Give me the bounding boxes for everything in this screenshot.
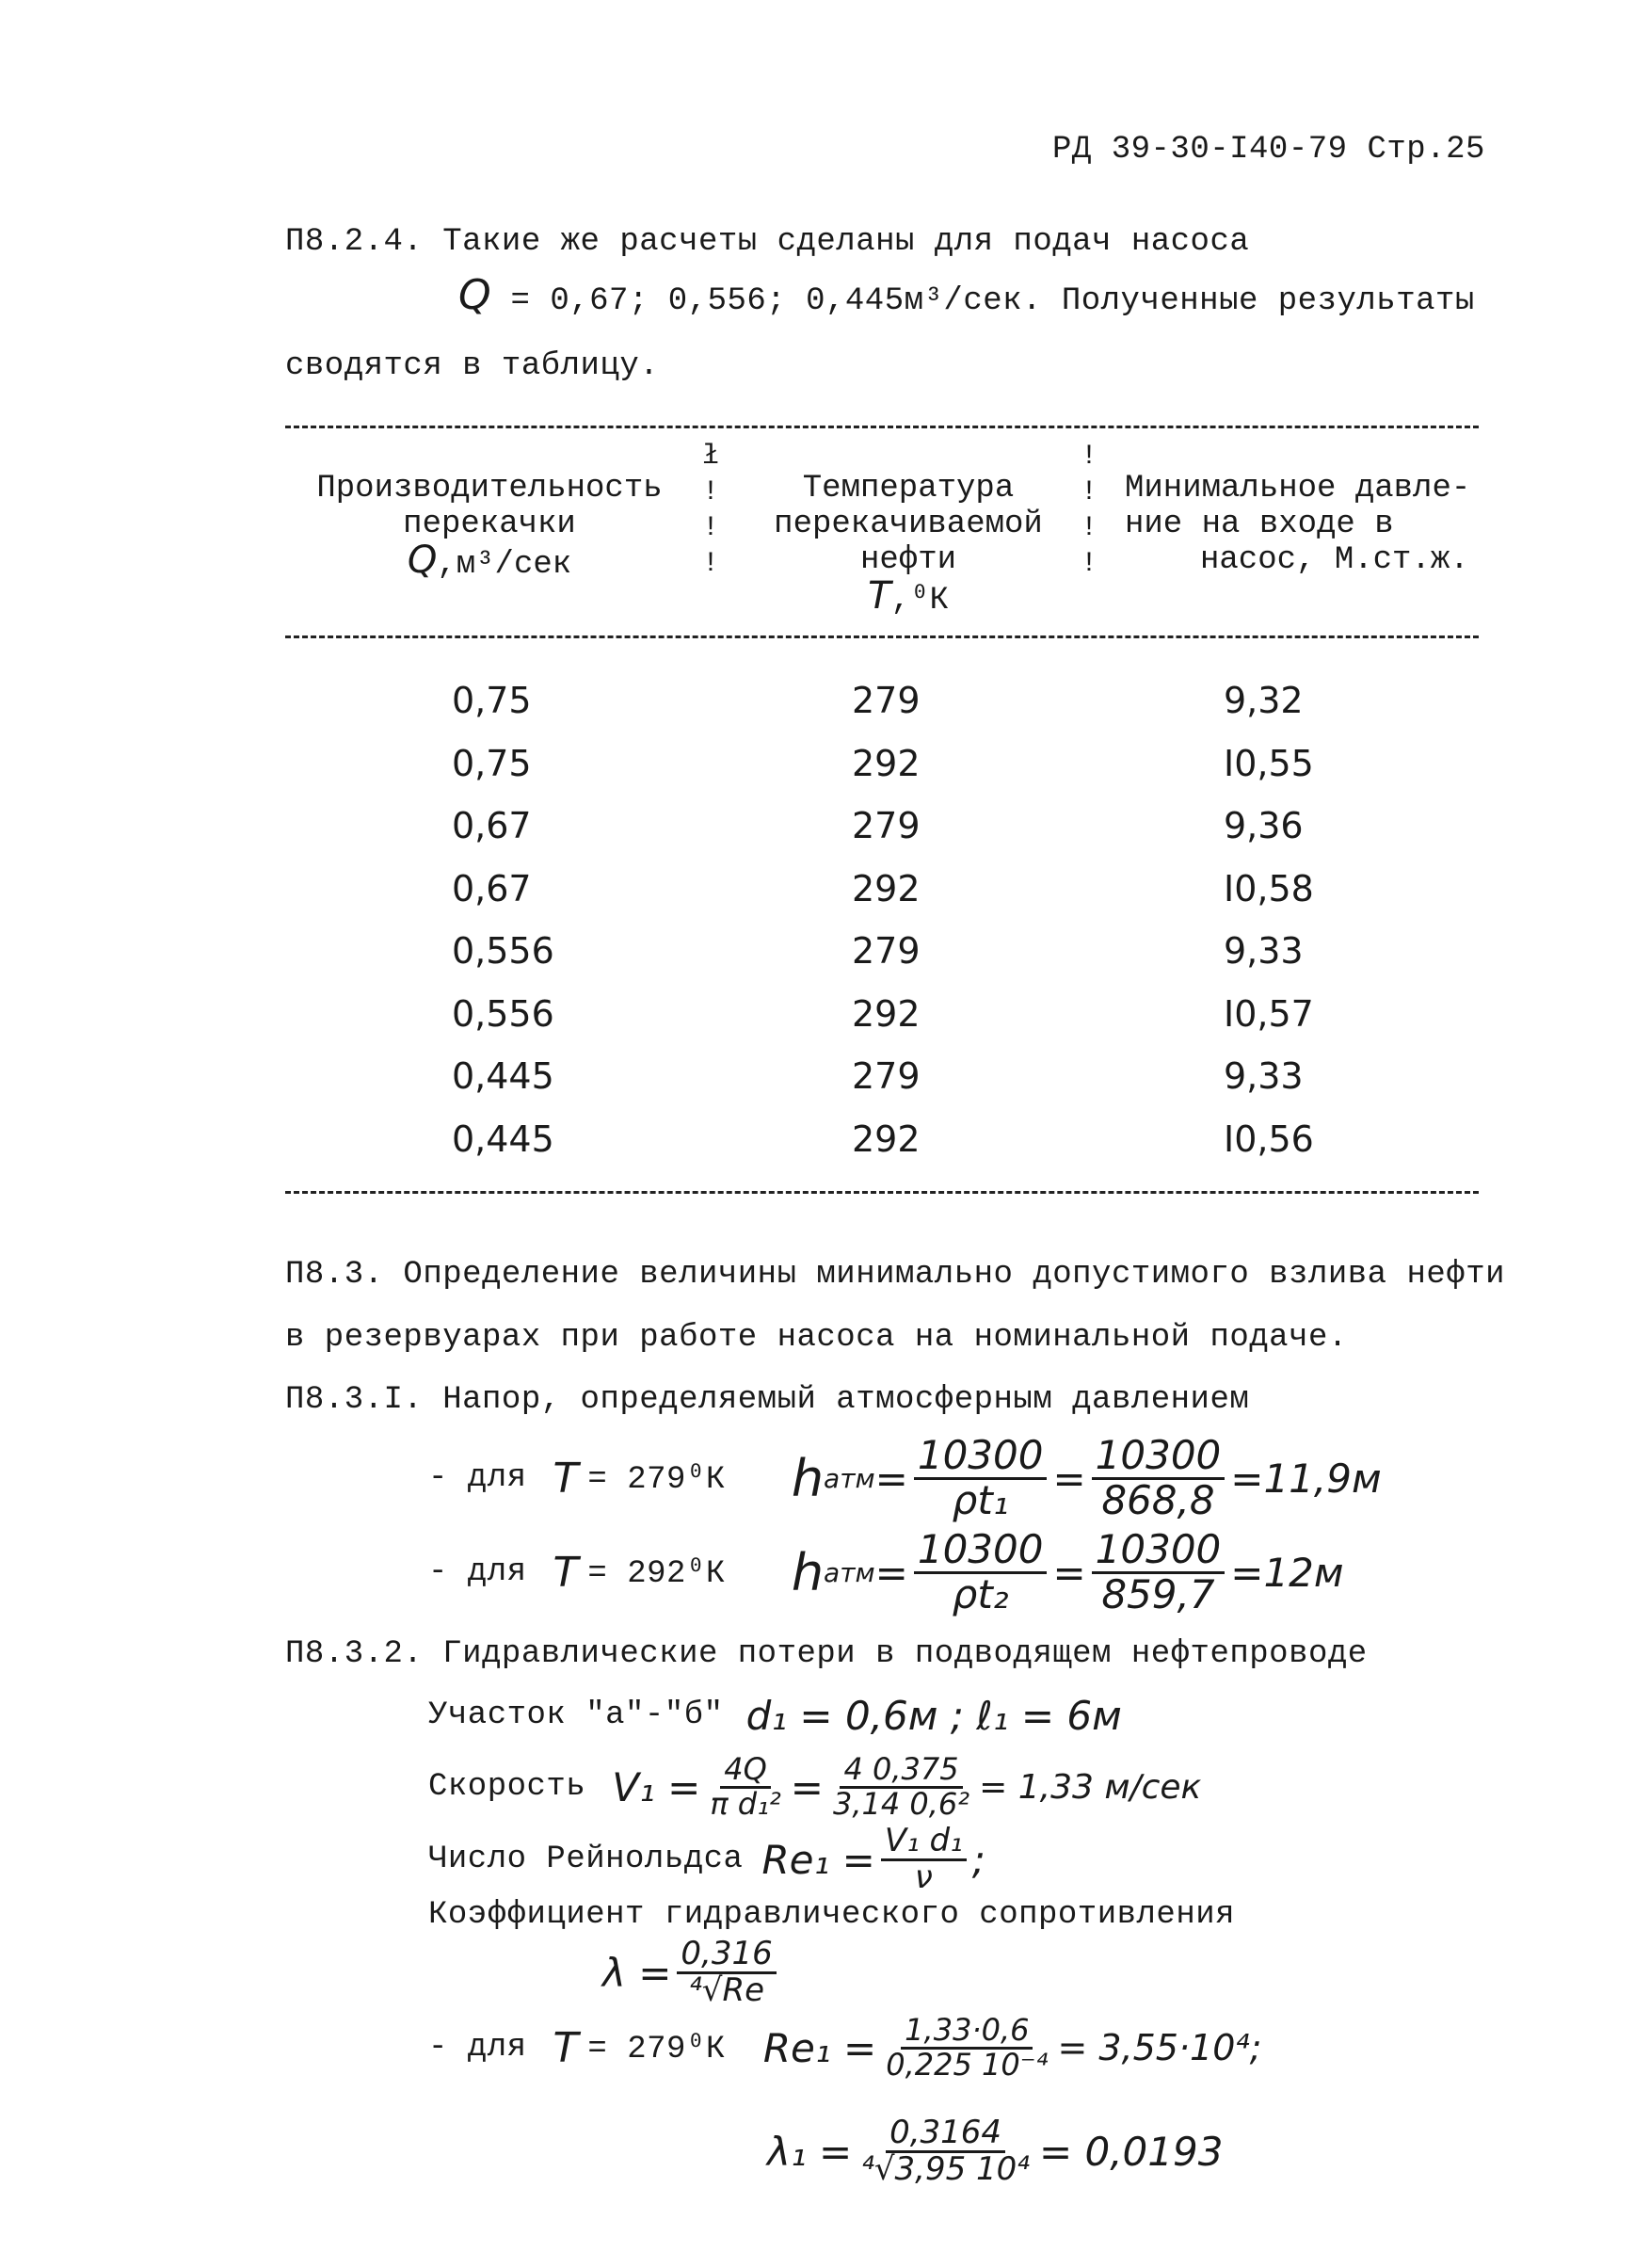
row3-lhs: Re₁ = (762, 2024, 877, 2071)
column-separator: ł ! ! ! (702, 441, 720, 580)
speed-label: Скорость (428, 1769, 586, 1805)
table-bottom-rule (285, 1191, 1479, 1194)
document-reference: РД 39-30-I40-79 Стр.25 (1052, 132, 1485, 168)
row3-T: T (553, 2023, 579, 2072)
section-values: d₁ = 0,6м ; ℓ₁ = 6м (745, 1692, 1122, 1739)
reynolds-line (428, 1822, 985, 1897)
table-top-rule (285, 426, 1479, 428)
pressure-cell: I0,56 (1224, 1118, 1314, 1160)
pressure-cell: 9,33 (1224, 930, 1304, 972)
row1-frac2 (1092, 1432, 1226, 1523)
col3-line1: Минимальное давле- (1125, 471, 1471, 507)
col2-line1: Температура (802, 471, 1015, 507)
eq-sign: = (874, 1549, 908, 1596)
speed-num2: 4 0,375 (840, 1754, 962, 1789)
col3-line2: ние на входе в (1125, 507, 1394, 542)
col1-line3 (311, 539, 668, 583)
pressure-cell: 9,36 (1224, 805, 1304, 846)
col2-line4 (753, 574, 1064, 619)
temperature-cell: 279 (852, 1055, 921, 1097)
row3-result: = 3,55·10⁴; (1057, 2027, 1262, 2068)
row2-frac1 (914, 1526, 1048, 1617)
table-header-rule (285, 635, 1479, 638)
p824-line1: П8.2.4. Такие же расчеты сделаны для подач насоса (285, 224, 1250, 260)
temperature-cell: 292 (852, 868, 921, 909)
p831-title: П8.3.I. Напор, определяемый атмосферным давлением (285, 1382, 1250, 1418)
flow-rate-cell: 0,556 (452, 993, 554, 1035)
flow-rate-cell: 0,75 (452, 743, 532, 784)
row1-h: h (791, 1448, 825, 1508)
row2-temp: = 292⁰К (587, 1556, 726, 1592)
row2-frac2 (1092, 1526, 1226, 1617)
p824-line2-text: = 0,67; 0,556; 0,445м³/сек. Полученные результаты (490, 283, 1475, 319)
row1-frac1 (914, 1432, 1048, 1523)
col1-unit: ,м³/сек (437, 547, 572, 583)
flow-rate-cell: 0,556 (452, 930, 554, 972)
p83-line2: в резервуарах при работе насоса на номинальной подаче. (285, 1320, 1348, 1356)
p831-row2 (428, 1525, 1344, 1619)
temperature-cell: 292 (852, 743, 921, 784)
speed-lhs: V₁ = (612, 1763, 701, 1810)
flow-rate-cell: 0,67 (452, 868, 532, 909)
p831-row1 (428, 1431, 1382, 1525)
col1-line1: Производительность (316, 471, 663, 507)
row2-T: T (553, 1548, 579, 1597)
row2-result: =12м (1230, 1549, 1344, 1596)
row1-result: =11,9м (1230, 1455, 1382, 1502)
pressure-cell: I0,57 (1224, 993, 1314, 1035)
col2-line3: нефти (859, 542, 957, 578)
row1-den1: ρt₁ (952, 1476, 1009, 1523)
p832-title: П8.3.2. Гидравлические потери в подводящем нефтепроводе (285, 1636, 1368, 1672)
flow-rate-cell: 0,445 (452, 1055, 554, 1097)
table-header-pressure (1125, 471, 1482, 578)
row2-num1: 10300 (914, 1529, 1048, 1573)
row2-label: - для (428, 1554, 527, 1590)
lambda1-num: 0,3164 (886, 2116, 1005, 2153)
pressure-cell: 9,32 (1224, 680, 1304, 721)
speed-result: = 1,33 м/сек (979, 1767, 1202, 1807)
q-symbol: Q (458, 271, 491, 319)
p824-line2 (458, 271, 1475, 319)
lambda1-formula (767, 2095, 1223, 2208)
speed-line (428, 1749, 1201, 1825)
pressure-cell: I0,55 (1224, 743, 1314, 784)
col3-line3: насос, М.ст.ж. (1200, 542, 1469, 578)
speed-num1: 4Q (720, 1754, 771, 1789)
row2-den1: ρt₂ (952, 1570, 1009, 1617)
row1-num1: 10300 (914, 1435, 1048, 1479)
flow-rate-cell: 0,445 (452, 1118, 554, 1160)
coef-label: Коэффициент гидравлического сопротивления (428, 1897, 1236, 1933)
p832-row3 (428, 2005, 1261, 2090)
temperature-cell: 292 (852, 993, 921, 1035)
p83-line1: П8.3. Определение величины минимально допустимого взлива нефти (285, 1257, 1506, 1293)
lambda1-lhs: λ₁ = (767, 2128, 853, 2175)
row3-num: 1,33·0,6 (901, 2015, 1033, 2050)
reynolds-label: Число Рейнольдса (428, 1842, 744, 1877)
speed-den2: 3,14 0,6² (832, 1785, 970, 1822)
p824-line3: сводятся в таблицу. (285, 348, 660, 384)
flow-rate-cell: 0,67 (452, 805, 532, 846)
speed-frac2 (829, 1750, 973, 1822)
col1-line2: перекачки (403, 507, 576, 542)
temperature-cell: 279 (852, 680, 921, 721)
column-separator: ! ! ! ! (1081, 441, 1098, 580)
table-header-temperature (753, 471, 1064, 619)
temperature-cell: 279 (852, 930, 921, 972)
lambda-frac (677, 1934, 776, 2009)
reynolds-frac (881, 1821, 967, 1896)
eq-sign: = (1052, 1549, 1086, 1596)
speed-den1: π d₁² (710, 1785, 781, 1822)
row1-hsub: атм (824, 1462, 875, 1494)
pressure-cell: I0,58 (1224, 868, 1314, 909)
reynolds-den: ν (914, 1858, 933, 1896)
row3-frac (882, 2011, 1051, 2083)
eq-sign: = (790, 1763, 824, 1810)
reynolds-tail: ; (971, 1836, 985, 1883)
row3-temp: = 279⁰К (587, 2032, 726, 2067)
row2-h: h (791, 1542, 825, 1602)
row3-label: - для (428, 2030, 527, 2066)
eq-sign: = (1052, 1455, 1086, 1502)
pressure-cell: 9,33 (1224, 1055, 1304, 1097)
lambda-den: ⁴√Re (689, 1970, 764, 2009)
reynolds-num: V₁ d₁ (881, 1825, 967, 1861)
col2-unit: ,⁰К (890, 583, 949, 619)
lambda-lhs: λ = (602, 1949, 672, 1996)
section-label: Участок "а"-"б" (428, 1697, 724, 1733)
row1-temp: = 279⁰К (587, 1462, 726, 1498)
table-header-flow (311, 471, 668, 583)
speed-frac1 (706, 1750, 784, 1822)
row1-num2: 10300 (1092, 1435, 1226, 1479)
lambda1-den: ⁴√3,95 10⁴ (861, 2149, 1030, 2188)
col1-symbol: Q (407, 539, 438, 582)
col2-line2: перекачиваемой (774, 507, 1043, 542)
col2-symbol: T (868, 574, 891, 618)
reynolds-lhs: Re₁ = (761, 1836, 875, 1883)
temperature-cell: 279 (852, 805, 921, 846)
lambda-num: 0,316 (677, 1938, 776, 1974)
flow-rate-cell: 0,75 (452, 680, 532, 721)
section-line (428, 1687, 1122, 1744)
row2-hsub: атм (824, 1556, 875, 1588)
row1-T: T (553, 1454, 579, 1503)
row2-den2: 859,7 (1101, 1570, 1215, 1617)
lambda1-result: = 0,0193 (1038, 2128, 1224, 2175)
eq-sign: = (874, 1455, 908, 1502)
row3-den: 0,225 10⁻⁴ (886, 2046, 1049, 2083)
row1-den2: 868,8 (1101, 1476, 1215, 1523)
row2-num2: 10300 (1092, 1529, 1226, 1573)
temperature-cell: 292 (852, 1118, 921, 1160)
row1-label: - для (428, 1460, 527, 1496)
lambda1-frac (857, 2113, 1033, 2188)
